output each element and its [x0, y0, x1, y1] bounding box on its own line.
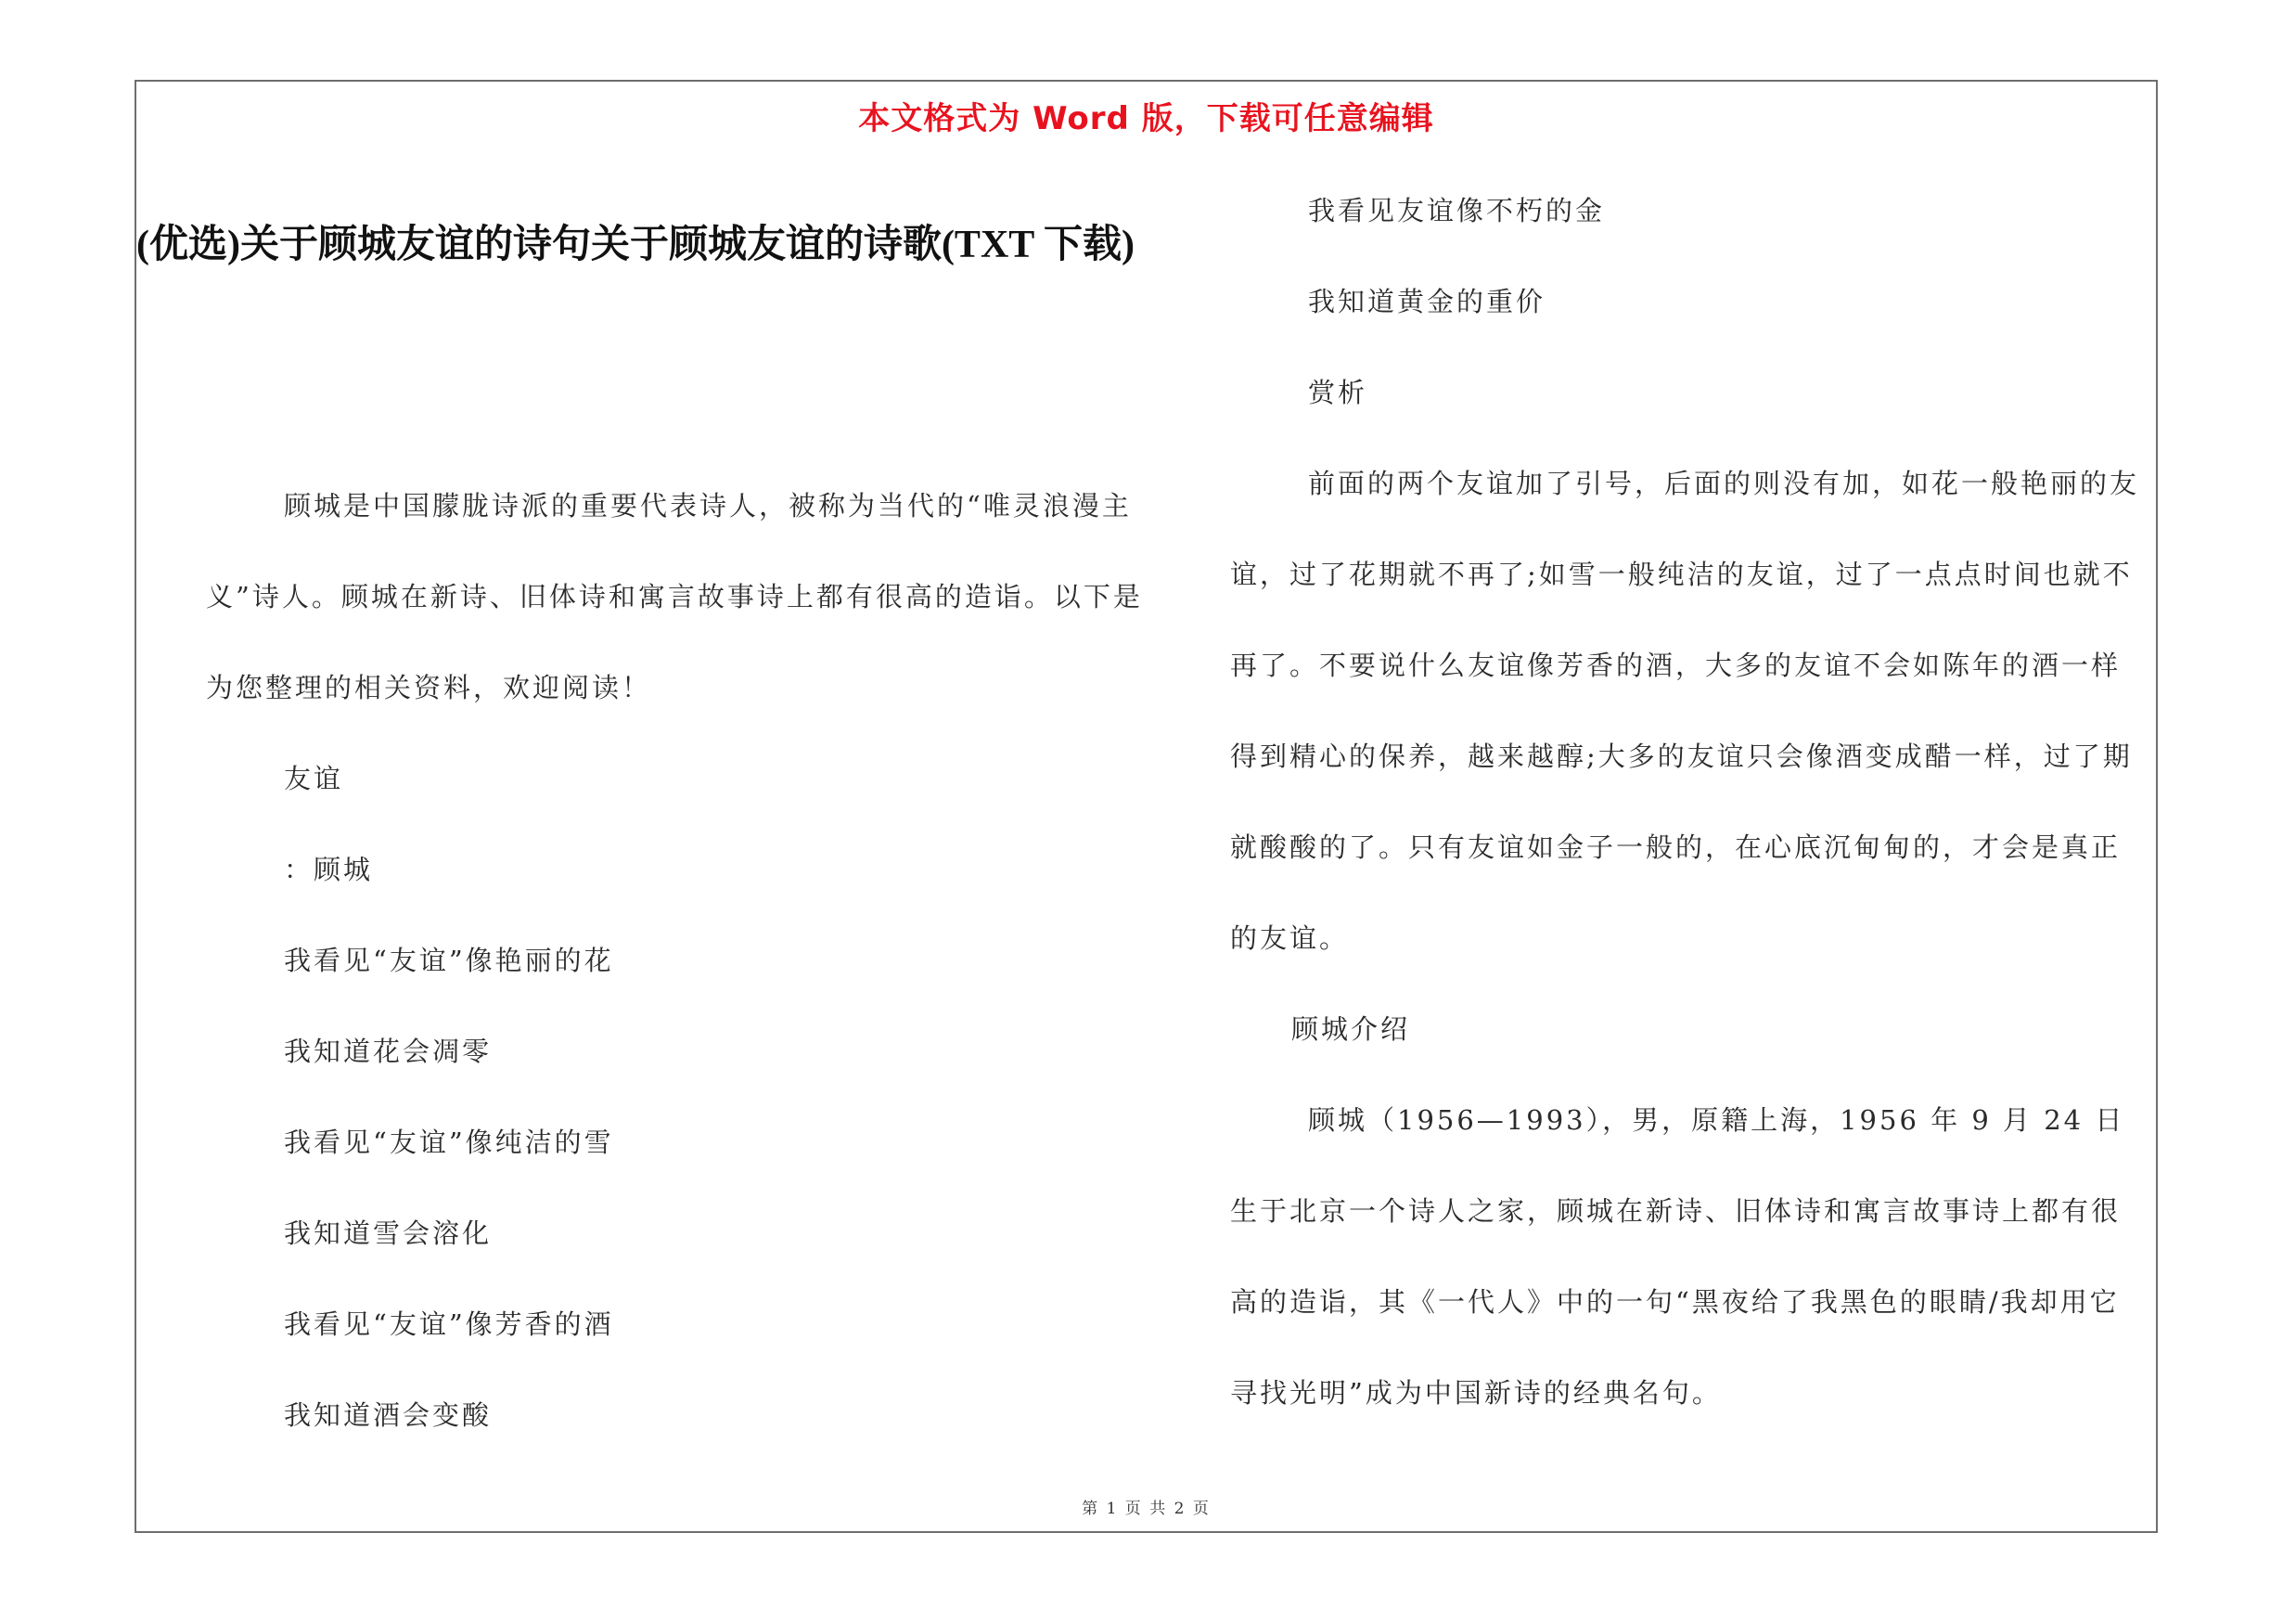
poem-line: 我看见“友谊”像纯洁的雪: [284, 1127, 614, 1158]
document-title: (优选)关于顾城友谊的诗句关于顾城友谊的诗歌(TXT 下载): [135, 224, 1135, 266]
poem-line: 我知道雪会溶化: [284, 1217, 493, 1249]
left-column: [206, 460, 1143, 1461]
poem-line: 我知道花会凋零: [284, 1036, 493, 1067]
page-number: 第 1 页 共 2 页: [1082, 1500, 1211, 1518]
poem-line: 我知道酒会变酸: [284, 1399, 493, 1431]
analysis-paragraph: 前面的两个友谊加了引号，后面的则没有加，如花一般艳丽的友谊，过了花期就不再了;如雪一般纯洁的友谊，过了一点点时间也就不再了。不要说什么友谊像芳香的酒，大多的友谊不会如陈年的酒一样得到精心的保养，越来越醇;大多的友谊只会像酒变成醋一样，过了期就酸酸的了。只有友谊如金子一般的，在心底沉甸甸的，才会是真正的友谊。: [1230, 468, 2140, 954]
poem-line: 我看见“友谊”像芳香的酒: [284, 1308, 614, 1340]
right-column: [1230, 165, 2148, 1438]
intro-paragraph: 顾城是中国朦胧诗派的重要代表诗人，被称为当代的“唯灵浪漫主义”诗人。顾城在新诗、旧体诗和寓言故事诗上都有很高的造诣。以下是为您整理的相关资料，欢迎阅读！: [206, 490, 1143, 703]
header-banner: 本文格式为 Word 版，下载可任意编辑: [858, 100, 1434, 137]
poem-line: 我看见友谊像不朽的金: [1308, 195, 1606, 226]
analysis-heading: 赏析: [1308, 377, 1368, 408]
poem-line: 我知道黄金的重价: [1308, 286, 1546, 317]
bio-paragraph: 顾城（1956—1993），男，原籍上海，1956 年 9 月 24 日生于北京一个诗人之家，顾城在新诗、旧体诗和寓言故事诗上都有很高的造诣，其《一代人》中的一句“黑夜给了我黑色的眼睛/我却用它寻找光明”成为中国新诗的经典名句。: [1230, 1104, 2125, 1409]
poem-title: 友谊: [284, 763, 344, 794]
poem-author: ：顾城: [284, 854, 374, 885]
poem-line: 我看见“友谊”像艳丽的花: [284, 945, 614, 976]
bio-heading: 顾城介绍: [1291, 1013, 1411, 1045]
